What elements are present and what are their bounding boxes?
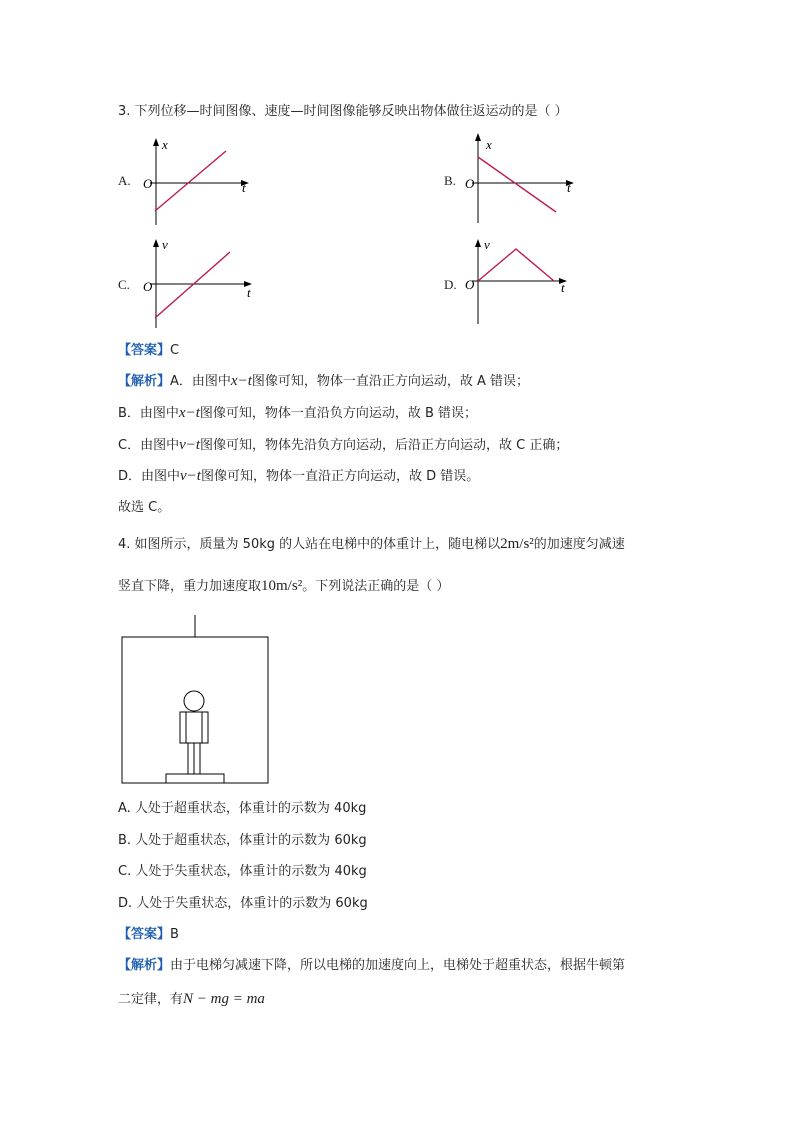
graph-b-x-label: t (567, 180, 571, 195)
q3-option-b-label: B. (444, 173, 456, 188)
analysis-text: 二定律，有 (118, 992, 184, 1007)
graph-d-line (478, 249, 554, 281)
q4-stem-line1 (118, 535, 625, 554)
scale (166, 774, 224, 783)
q3-graph-c (140, 236, 265, 331)
graph-d-x-label: t (561, 280, 565, 295)
analysis-text: A．由图中 (170, 374, 231, 389)
stem-math: 2m/s² (500, 536, 534, 552)
graph-b-line (478, 157, 556, 212)
q3-answer-line (118, 342, 179, 360)
analysis-text: B．由图中 (118, 406, 179, 421)
analysis-text: D．由图中 (118, 469, 181, 484)
person-head (184, 691, 204, 711)
q4-option-d: D. 人处于失重状态，体重计的示数为 60kg (118, 896, 368, 911)
graph-a-y-label: x (162, 137, 168, 152)
q4-analysis-line2 (118, 990, 265, 1009)
analysis-text: 图像可知，物体一直沿正方向运动，故 D 错误。 (200, 469, 480, 484)
analysis-math: v−t (179, 437, 201, 453)
q3-stem: 3. 下列位移—时间图像、速度—时间图像能够反映出物体做往返运动的是（ ） (118, 104, 568, 119)
graph-a-x-label: t (242, 180, 246, 195)
graph-c-origin: O (143, 279, 153, 294)
q4-option-b: B. 人处于超重状态，体重计的示数为 60kg (118, 833, 367, 848)
graph-d-y-label: v (484, 237, 490, 252)
q4-option-a: A. 人处于超重状态，体重计的示数为 40kg (118, 801, 367, 816)
graph-b-y-label: x (486, 137, 492, 152)
q3-analysis-line-a (118, 372, 529, 391)
analysis-text: 由于电梯匀减速下降，所以电梯的加速度向上，电梯处于超重状态，根据牛顿第 (170, 958, 626, 973)
analysis-formula: N − mg = ma (183, 991, 265, 1007)
q3-conclusion: 故选 C。 (118, 500, 171, 515)
stem-text: 竖直下降，重力加速度取 (118, 579, 262, 594)
answer-value: B (170, 927, 179, 942)
q3-option-d-label: D. (444, 277, 457, 292)
graph-c-y-label: v (162, 237, 168, 252)
q3-analysis-line-c (118, 436, 568, 455)
q3-option-a-label: A. (118, 173, 131, 188)
graph-a-origin: O (143, 176, 153, 191)
analysis-tag: 【解析】 (118, 374, 171, 389)
answer-value: C (170, 343, 180, 358)
analysis-tag: 【解析】 (118, 958, 171, 973)
analysis-math: x−t (178, 405, 200, 421)
graph-c-line (155, 252, 230, 318)
q4-answer-line (118, 926, 179, 944)
q3-graph-a (140, 135, 260, 230)
answer-tag: 【答案】 (118, 927, 171, 942)
analysis-text: 图像可知，物体先沿负方向运动，后沿正方向运动，故 C 正确； (200, 438, 569, 453)
stem-text: 4. 如图所示，质量为 50kg 的人站在电梯中的体重计上，随电梯以 (118, 537, 501, 552)
analysis-text: 图像可知，物体一直沿正方向运动，故 A 错误； (251, 374, 530, 389)
graph-b-origin: O (465, 176, 475, 191)
q4-analysis-line1 (118, 957, 625, 975)
stem-math: 10m/s² (261, 578, 303, 594)
analysis-math: x−t (230, 373, 252, 389)
graph-a-line (155, 151, 226, 211)
q3-graph-b (462, 130, 587, 230)
answer-tag: 【答案】 (118, 343, 171, 358)
person-body (180, 712, 208, 743)
q3-analysis-line-b (118, 404, 477, 423)
q3-option-c-label: C. (118, 277, 130, 292)
q4-option-c: C. 人处于失重状态，体重计的示数为 40kg (118, 864, 367, 879)
graph-d-origin: O (465, 277, 475, 292)
analysis-math: v−t (180, 468, 201, 484)
analysis-text: 图像可知，物体一直沿负方向运动，故 B 错误； (199, 406, 478, 421)
analysis-text: C．由图中 (118, 438, 180, 453)
q4-stem-line2 (118, 577, 449, 596)
elevator-figure (120, 615, 272, 785)
q3-analysis-line-d (118, 467, 479, 486)
stem-text: 。下列说法正确的是（ ） (302, 579, 450, 594)
q3-graph-d (462, 236, 582, 328)
stem-text: 的加速度匀减速 (533, 537, 625, 552)
graph-c-x-label: t (247, 285, 251, 300)
